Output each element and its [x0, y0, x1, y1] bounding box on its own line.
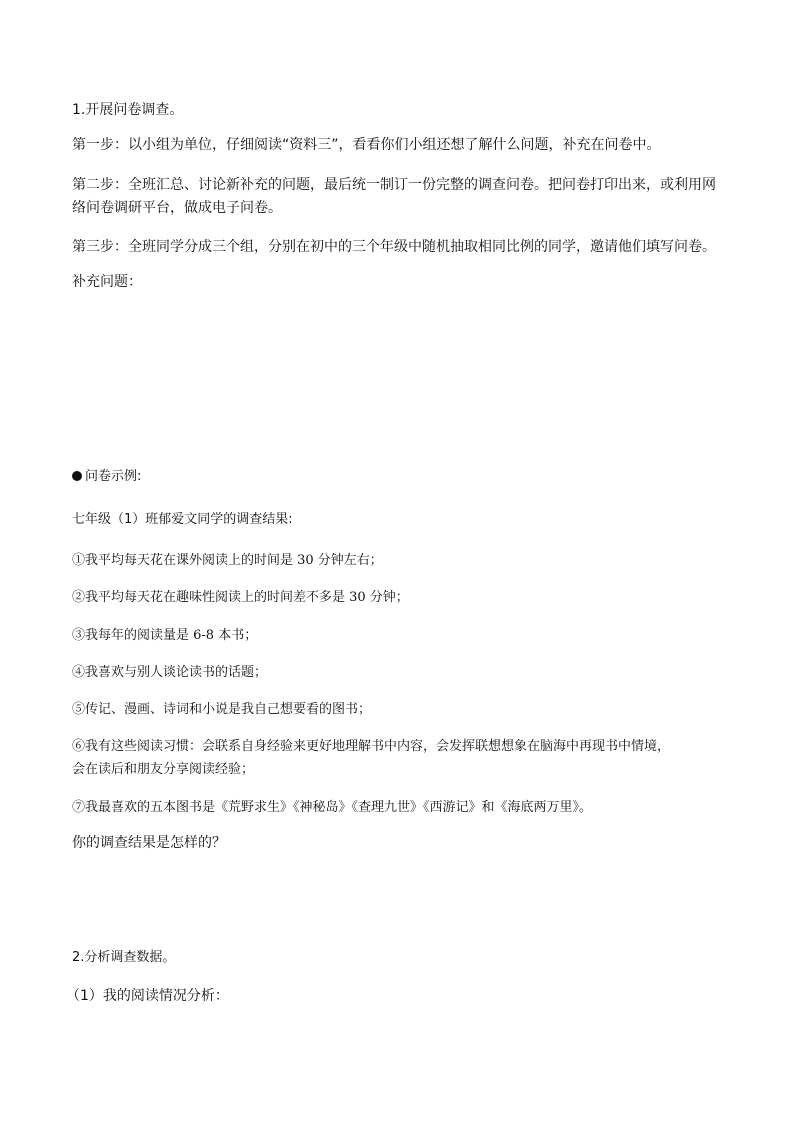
example-item-5: ⑤传记、漫画、诗词和小说是我自己想要看的图书；	[72, 702, 372, 717]
example-heading-row	[72, 467, 141, 486]
example-item-3: ③我每年的阅读量是 6-8 本书；	[72, 628, 258, 643]
example-item-2: ②我平均每天花在趣味性阅读上的时间差不多是 30 分钟；	[72, 590, 409, 605]
section2-sub1: （1）我的阅读情况分析：	[66, 988, 229, 1004]
section1-heading: 1.开展问卷调查。	[72, 102, 184, 118]
bullet-icon	[72, 471, 82, 481]
example-item-4: ④我喜欢与别人谈论读书的话题；	[72, 665, 268, 680]
section2-heading: 2.分析调查数据。	[72, 950, 176, 965]
step2-text-line2: 络问卷调研平台，做成电子问卷。	[72, 200, 282, 216]
step1-text: 第一步：以小组为单位，仔细阅读“资料三”，看看你们小组还想了解什么问题，补充在问卷中。	[72, 137, 661, 153]
example-item-6-line1: ⑥我有这些阅读习惯：会联系自身经验来更好地理解书中内容，会发挥联想想象在脑海中再现书中情境，	[72, 739, 671, 754]
step3-text: 第三步：全班同学分成三个组，分别在初中的三个年级中随机抽取相同比例的同学，邀请他们填写问卷。	[72, 239, 716, 255]
step2-text-line1: 第二步：全班汇总、讨论新补充的问题，最后统一制订一份完整的调查问卷。把问卷打印出来，或利用网	[72, 177, 716, 193]
example-item-1: ①我平均每天花在课外阅读上的时间是 30 分钟左右；	[72, 553, 383, 568]
question-text: 你的调查结果是怎样的？	[72, 835, 226, 851]
supplement-label: 补充问题：	[72, 274, 142, 290]
example-heading: 问卷示例:	[85, 469, 142, 484]
example-intro: 七年级（1）班郁爱文同学的调查结果:	[72, 512, 293, 527]
example-item-6-line2: 会在读后和朋友分享阅读经验；	[72, 762, 255, 777]
example-item-7: ⑦我最喜欢的五本图书是《荒野求生》《神秘岛》《查理九世》《西游记》和《海底两万里》。	[72, 800, 593, 815]
